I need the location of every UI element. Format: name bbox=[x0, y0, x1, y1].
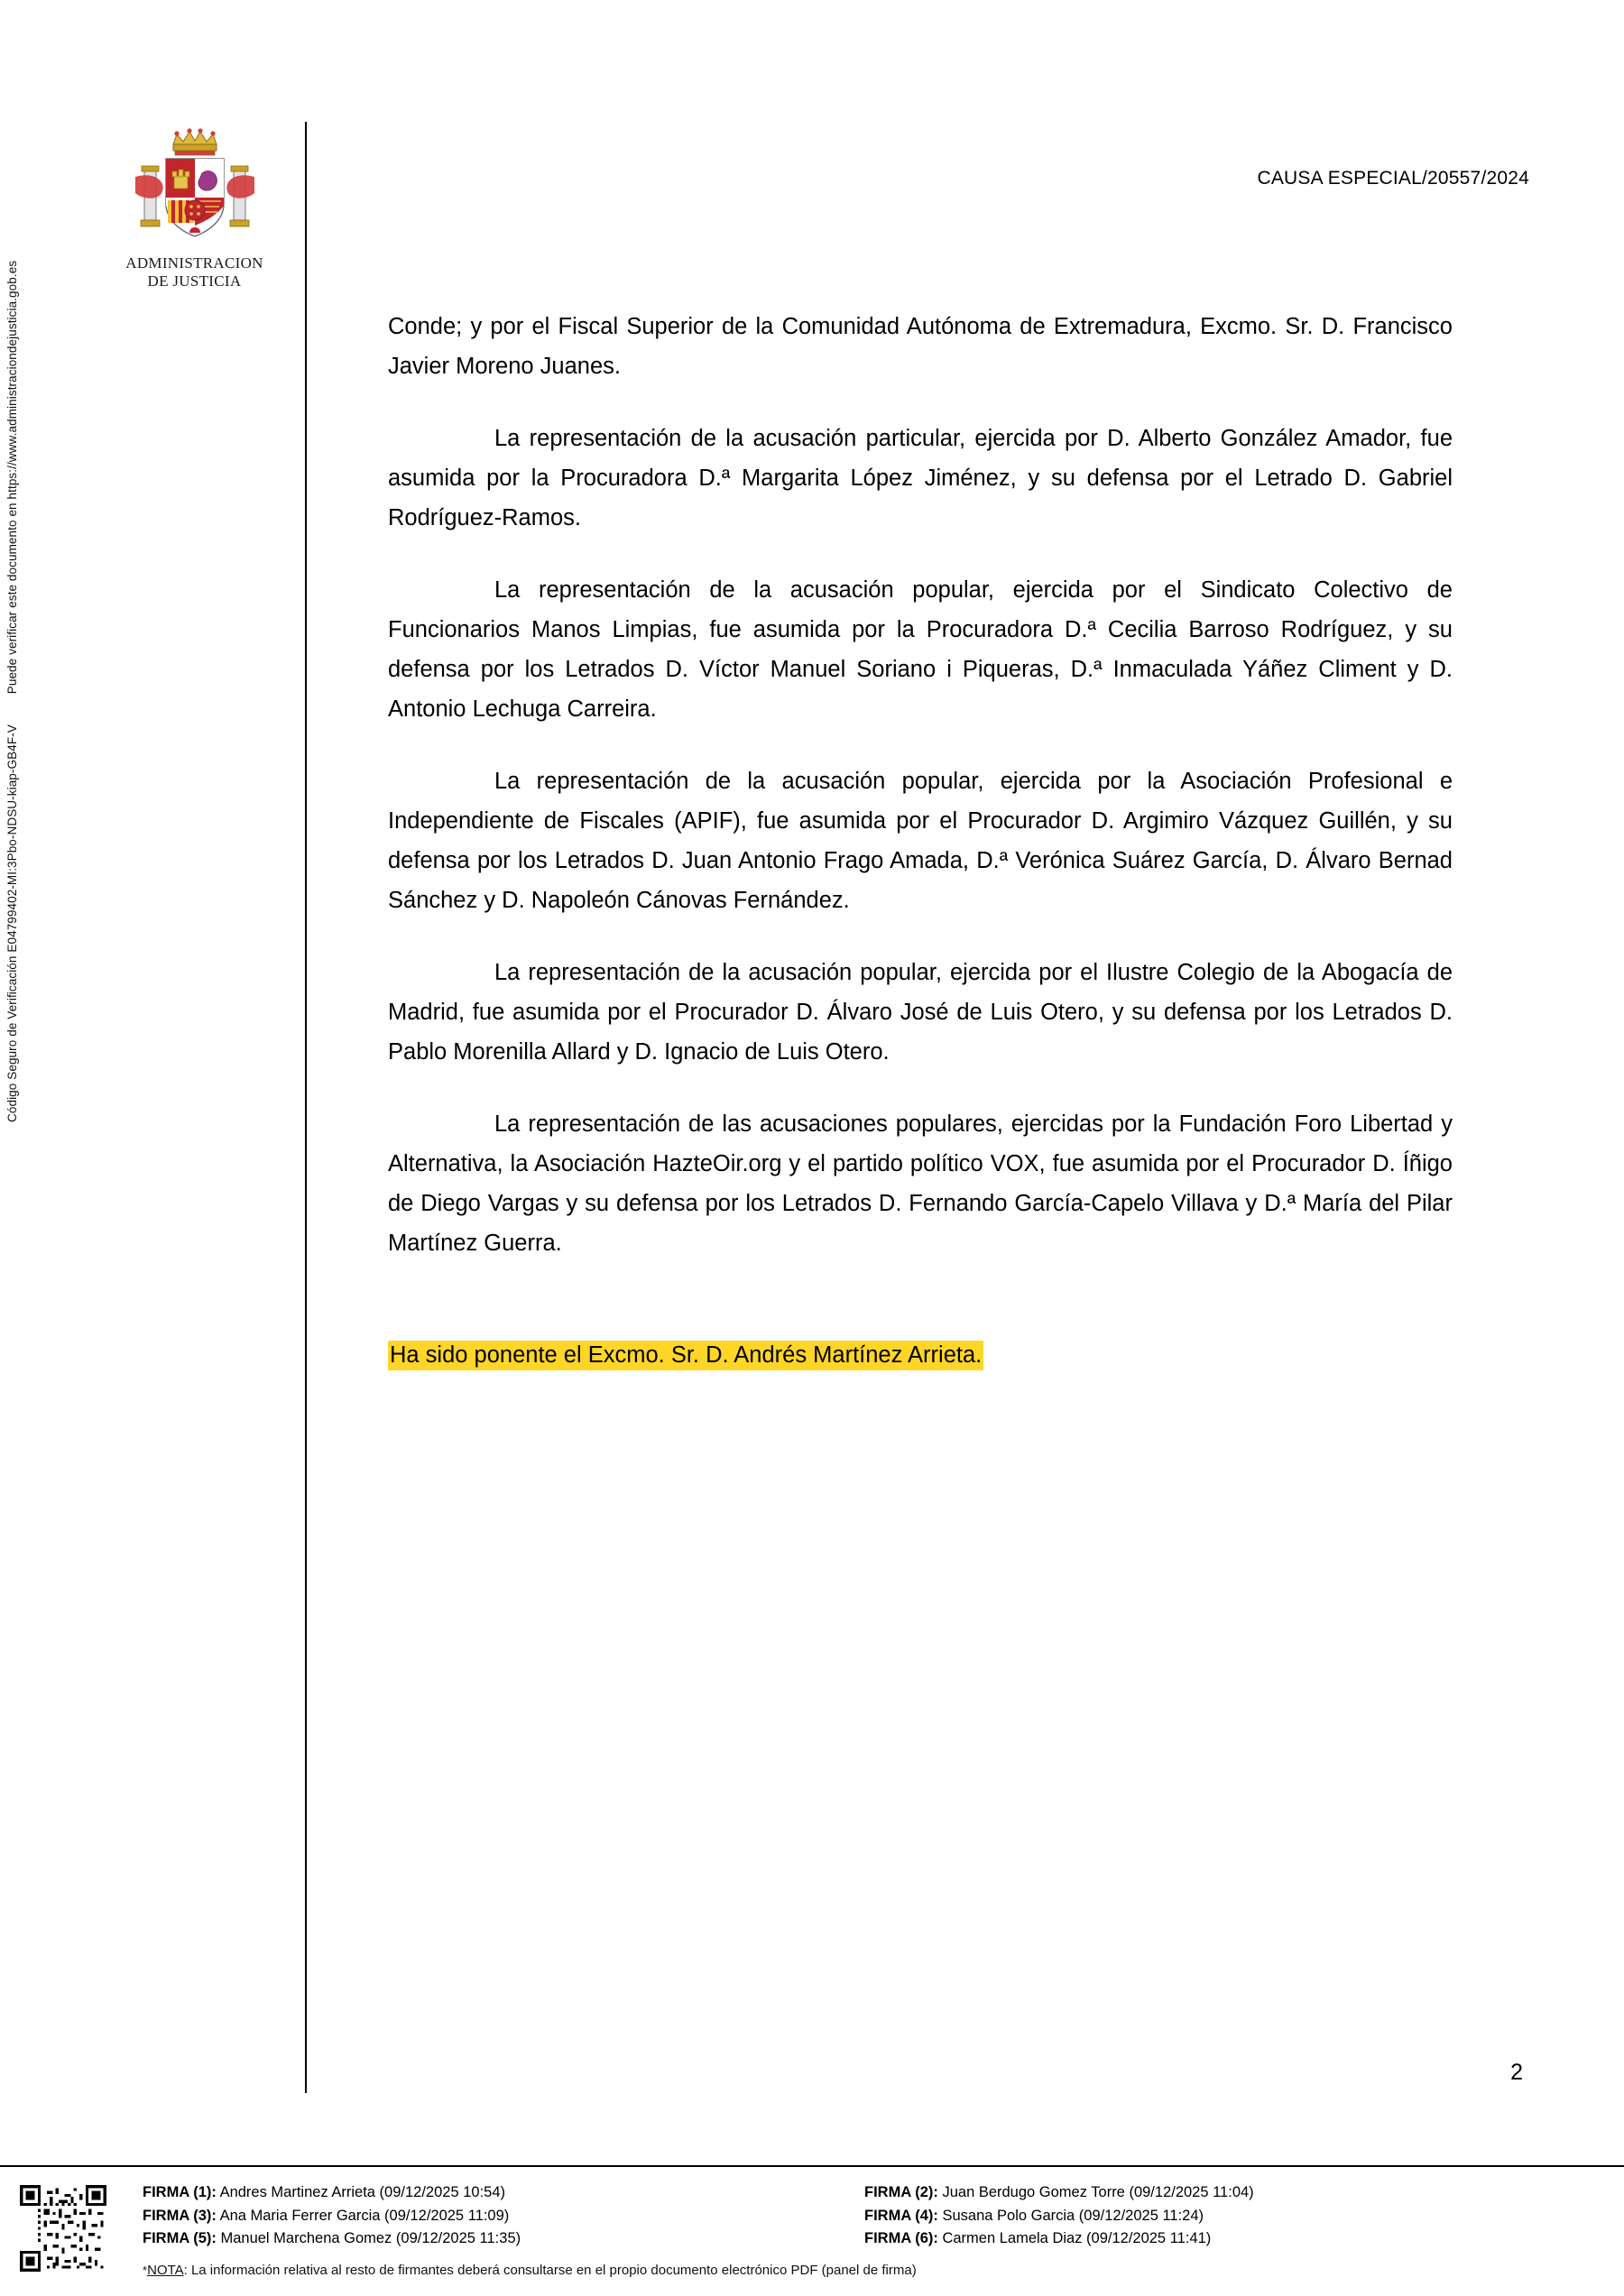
ponente-line bbox=[388, 1335, 1453, 1375]
signature-label-4: FIRMA (4): bbox=[864, 2207, 938, 2224]
signature-label-5: FIRMA (5): bbox=[143, 2230, 217, 2246]
signature-entry-1 bbox=[143, 2181, 864, 2205]
signature-row bbox=[143, 2205, 1586, 2228]
signature-label-2: FIRMA (2): bbox=[864, 2184, 938, 2200]
signature-value-4: Susana Polo Garcia (09/12/2025 11:24) bbox=[942, 2207, 1204, 2224]
margin-divider bbox=[305, 122, 307, 2093]
signature-value-6: Carmen Lamela Diaz (09/12/2025 11:41) bbox=[942, 2230, 1212, 2246]
case-reference: CAUSA ESPECIAL/20557/2024 bbox=[1257, 168, 1529, 189]
paragraph-4: La representación de la acusación popular, ejercida por la Asociación Profesional e Independiente de Fiscales (APIF), fue asumida por el Procurador D. Argimiro Vázquez Guillén, y su defensa por los Letrados D. Juan Antonio Frago Amada, D.ª Verónica Suárez García, D. Álvaro Bernad Sánchez y D. Napoleón Cánovas Fernández. bbox=[388, 769, 1453, 913]
paragraph-1: Conde; y por el Fiscal Superior de la Comunidad Autónoma de Extremadura, Excmo. Sr. D. Francisco Javier Moreno Juanes. bbox=[388, 314, 1453, 379]
document-body bbox=[388, 307, 1453, 1407]
signature-value-1: Andres Martinez Arrieta (09/12/2025 10:54) bbox=[219, 2184, 505, 2200]
signature-entry-2 bbox=[864, 2181, 1586, 2205]
qr-code-icon bbox=[20, 2185, 106, 2272]
footer-note-label: NOTA bbox=[147, 2263, 184, 2278]
footer-note-text: : La información relativa al resto de firmantes deberá consultarse en el propio documento electrónico PDF (panel de firma) bbox=[183, 2263, 917, 2278]
spanish-coat-of-arms-icon bbox=[123, 126, 267, 251]
coat-of-arms-block bbox=[97, 126, 291, 290]
signature-value-2: Juan Berdugo Gomez Torre (09/12/2025 11:04) bbox=[942, 2184, 1254, 2200]
verification-sidebar bbox=[5, 76, 19, 1122]
signature-row bbox=[143, 2227, 1586, 2251]
page-number: 2 bbox=[1510, 2060, 1523, 2085]
signature-label-6: FIRMA (6): bbox=[864, 2230, 938, 2246]
signature-value-5: Manuel Marchena Gomez (09/12/2025 11:35) bbox=[220, 2230, 521, 2246]
signature-list bbox=[143, 2181, 1586, 2251]
paragraph-5: La representación de la acusación popular, ejercida por el Ilustre Colegio de la Abogacía de Madrid, fue asumida por el Procurador D. Álvaro José de Luis Otero, y su defensa por los Letrados D. Pablo Morenilla Allard y D. Ignacio de Luis Otero. bbox=[388, 960, 1453, 1065]
signature-row bbox=[143, 2181, 1586, 2205]
signature-entry-6 bbox=[864, 2227, 1586, 2251]
paragraph-6: La representación de las acusaciones populares, ejercidas por la Fundación Foro Libertad y Alternativa, la Asociación HazteOir.org y el partido político VOX, fue asumida por el Procurador D. Íñigo de Diego Vargas y su defensa por los Letrados D. Fernando García-Capelo Villava y D.ª María del Pilar Martínez Guerra. bbox=[388, 1111, 1453, 1256]
qr-code-svg bbox=[20, 2185, 106, 2272]
footer-note bbox=[143, 2263, 917, 2278]
signature-footer bbox=[0, 2167, 1624, 2296]
emblem-caption-line2: DE JUSTICIA bbox=[147, 272, 242, 290]
signature-label-3: FIRMA (3): bbox=[143, 2207, 217, 2224]
ponente-highlighted-text: Ha sido ponente el Excmo. Sr. D. Andrés Martínez Arrieta. bbox=[388, 1341, 983, 1370]
signature-entry-3 bbox=[143, 2205, 864, 2228]
paragraph-3: La representación de la acusación popular, ejercida por el Sindicato Colectivo de Funcionarios Manos Limpias, fue asumida por la Procuradora D.ª Cecilia Barroso Rodríguez, y su defensa por los Letrados D. Víctor Manuel Soriano i Piqueras, D.ª Inmaculada Yáñez Climent y D. Antonio Lechuga Carreira. bbox=[388, 577, 1453, 722]
signature-entry-4 bbox=[864, 2205, 1586, 2228]
paragraph-2: La representación de la acusación particular, ejercida por D. Alberto González Amador, fue asumida por la Procuradora D.ª Margarita López Jiménez, y su defensa por el Letrado D. Gabriel Rodríguez-Ramos. bbox=[388, 426, 1453, 530]
footer-note-star: * bbox=[143, 2264, 148, 2277]
signature-value-3: Ana Maria Ferrer Garcia (09/12/2025 11:09) bbox=[219, 2207, 510, 2224]
signature-entry-5 bbox=[143, 2227, 864, 2251]
emblem-caption-line1: ADMINISTRACION bbox=[125, 254, 263, 272]
verification-url-label[interactable]: Puede verificar este documento en https://www.administraciondejusticia.gob.es bbox=[5, 260, 19, 695]
verification-code: Código Seguro de Verificación E04799402-MI:3Pbo-NDSU-kiap-GB4F-V bbox=[5, 724, 19, 1122]
emblem-caption bbox=[97, 254, 291, 290]
signature-label-1: FIRMA (1): bbox=[143, 2184, 217, 2200]
